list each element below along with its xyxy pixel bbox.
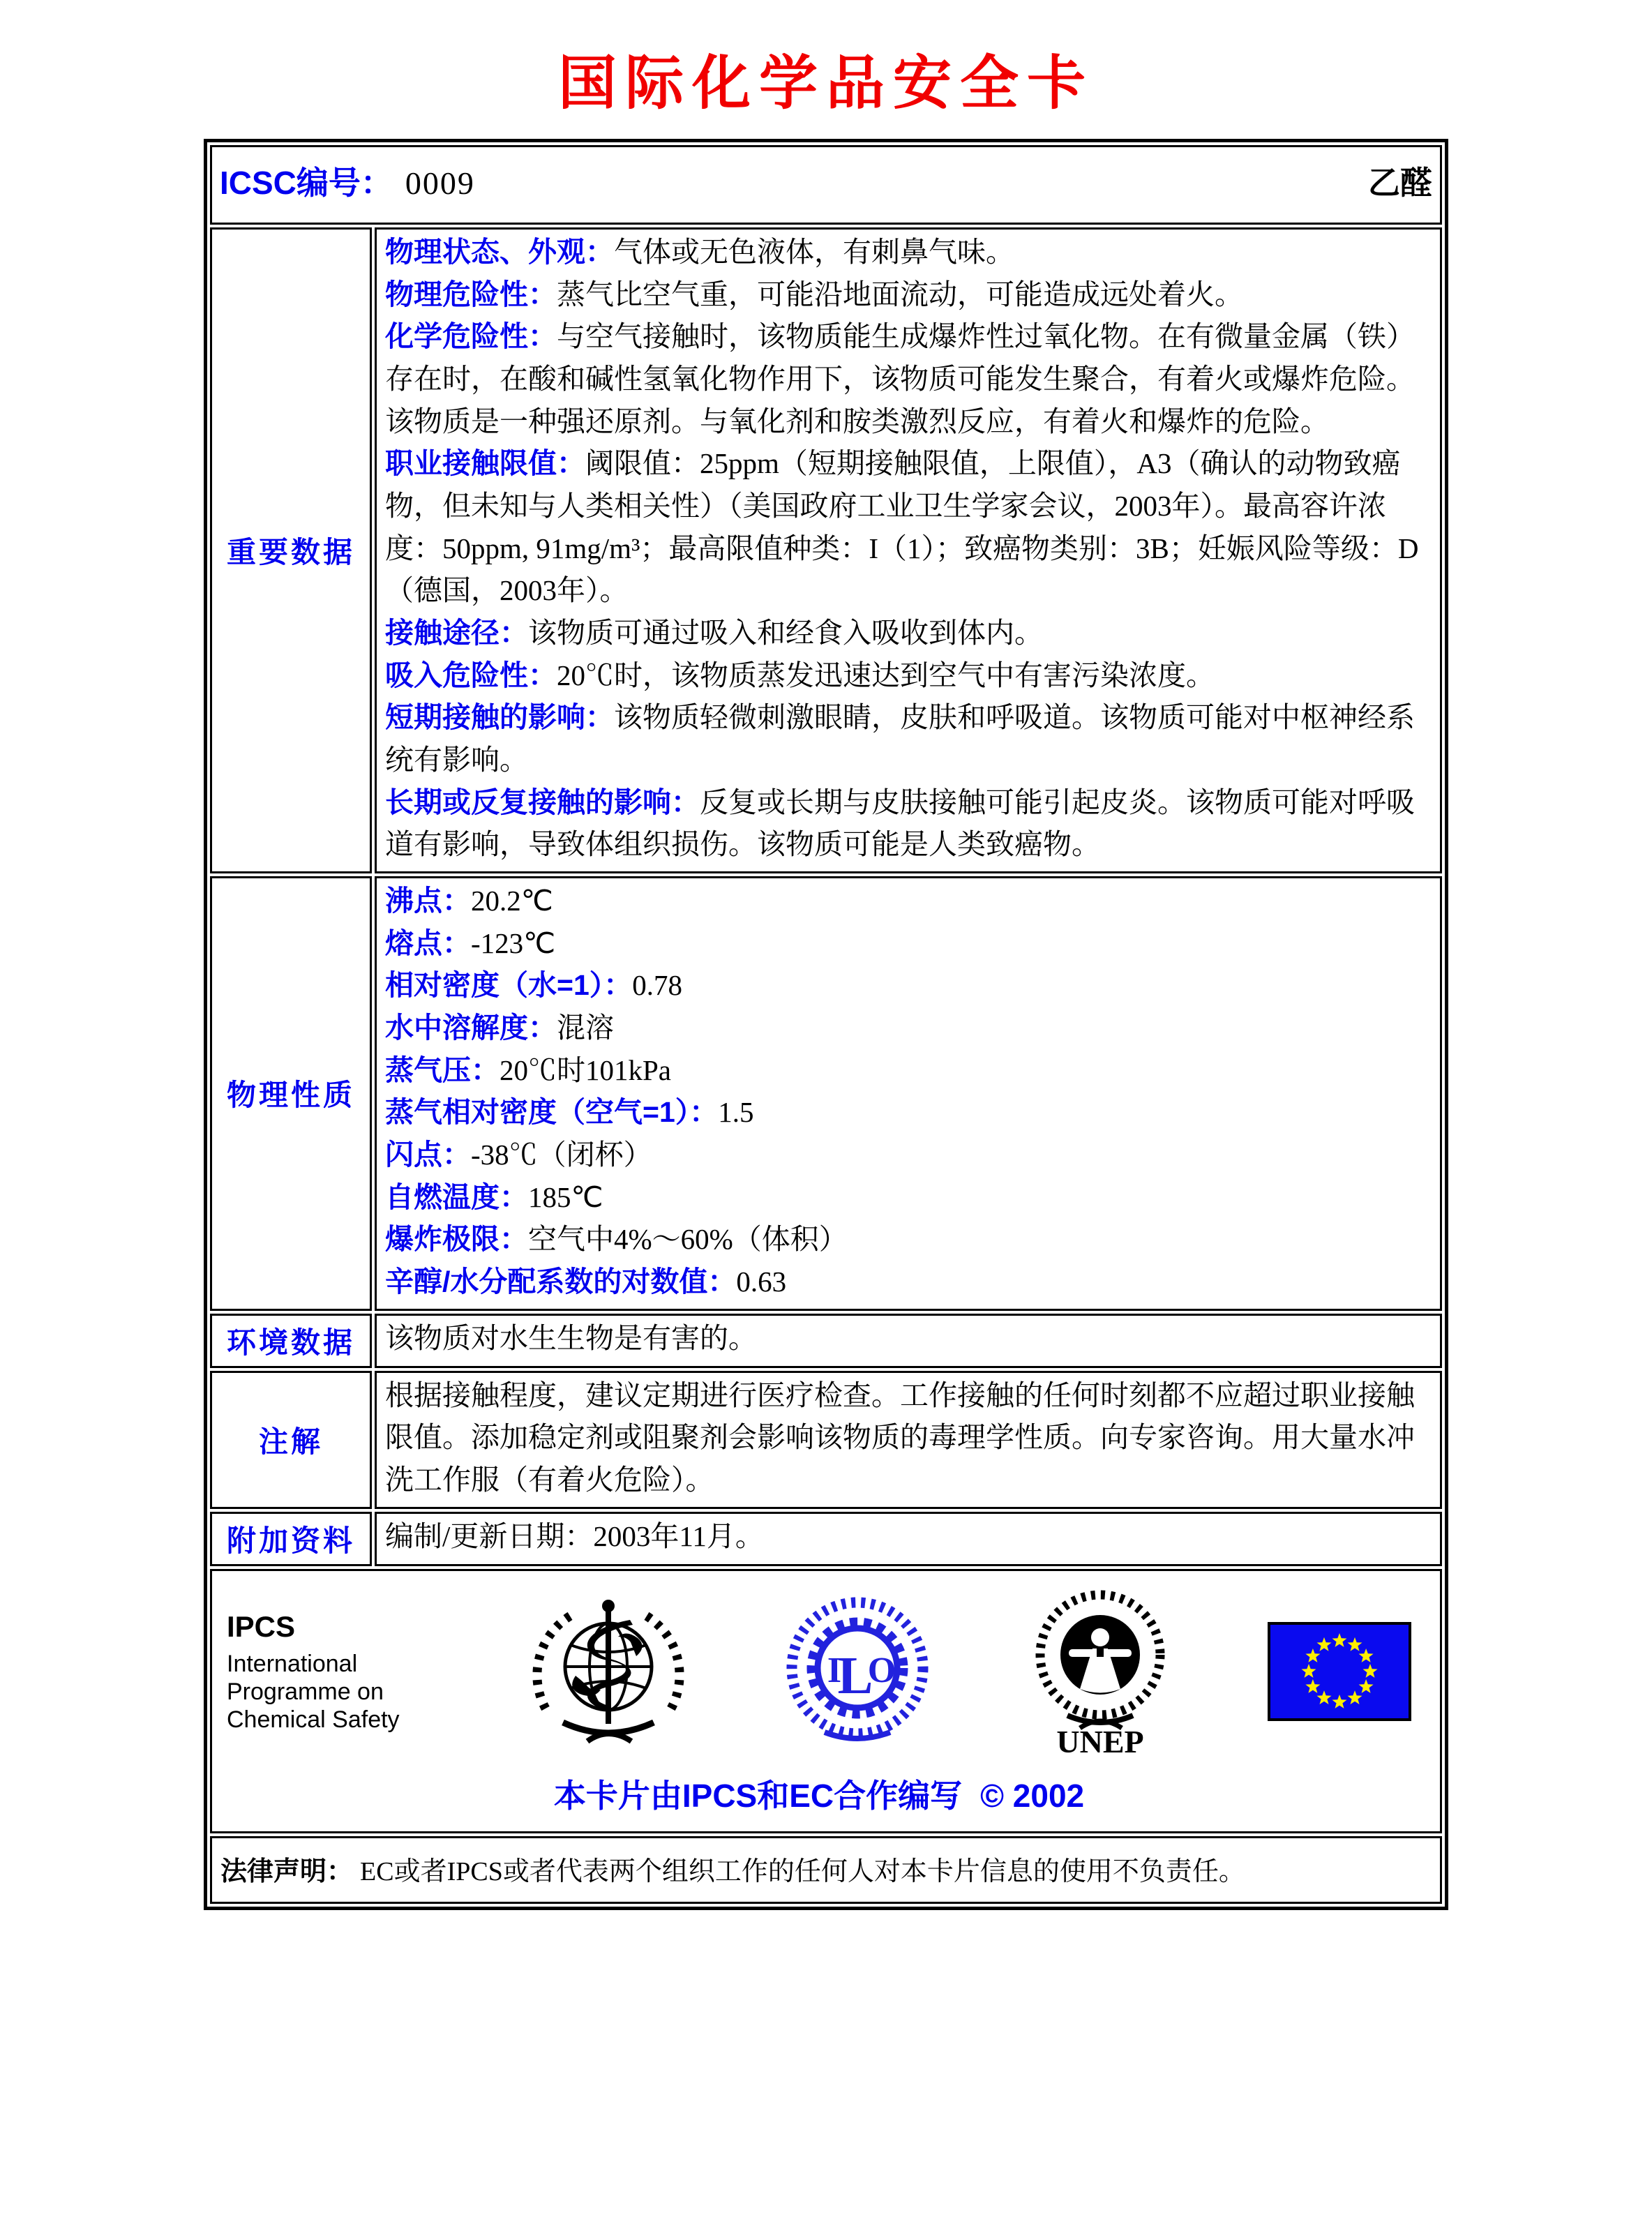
additional-text: 编制/更新日期：2003年11月。 [385,1519,764,1552]
prop-label: 沸点： [385,885,471,917]
prop-autoignition-temp [385,1176,1432,1219]
field-short-term-effects [385,696,1432,781]
legal-notice-text: EC或者IPCS或者代表两个组织工作的任何人对本卡片信息的使用不负责任。 [360,1856,1245,1886]
icsc-number-group [220,158,475,204]
section-label-environment: 环境数据 [210,1314,372,1368]
who-logo-icon [521,1593,696,1750]
chemical-name: 乙醛 [1368,165,1432,201]
eu-flag-icon [1268,1622,1411,1721]
prop-flash-point [385,1134,1432,1176]
prop-boiling-point [385,880,1432,922]
attribution-line [227,1761,1411,1824]
prop-label: 自燃温度： [385,1180,528,1213]
section-label-important: 重要数据 [210,227,372,873]
field-inhalation-risk [385,654,1432,697]
prop-value: 20℃时101kPa [500,1053,671,1086]
prop-label: 爆炸极限： [385,1223,528,1256]
prop-label: 闪点： [385,1139,471,1171]
field-label: 短期接触的影响： [385,701,614,734]
svg-text:I: I [827,1651,841,1691]
prop-value: 185℃ [528,1180,603,1213]
prop-vapor-density [385,1091,1432,1134]
physical-properties-row [210,876,1442,1311]
important-data-row [210,227,1442,873]
field-long-term-effects [385,781,1432,866]
additional-info-content [375,1512,1442,1566]
field-text: 气体或无色液体，有刺鼻气味。 [614,236,1014,268]
notes-row [210,1371,1442,1509]
field-text: 该物质轻微刺激眼睛，皮肤和呼吸道。该物质可能对中枢神经系统有影响。 [385,701,1415,776]
field-text: 阈限值：25ppm（短期接触限值，上限值），A3（确认的动物致癌物，但未知与人类相关性）（美国政府工业卫生学家会议，2003年）。最高容许浓度：50ppm, 91mg/m³；最高限值种类：I（1）；致癌物类别：3B；妊娠风险等级：D（德国，2003年）。 [385,447,1419,607]
prop-label: 蒸气压： [385,1053,500,1086]
field-label: 物理状态、外观： [385,236,614,268]
ipcs-title: IPCS [227,1610,296,1644]
section-label-physical: 物理性质 [210,876,372,1311]
icsc-number-label: ICSC编号： [220,165,393,201]
environment-text: 该物质对水生生物是有害的。 [385,1321,757,1354]
legal-notice-cell [210,1836,1442,1904]
field-occupational-limits [385,442,1432,612]
prop-label: 相对密度（水=1）： [385,969,633,1002]
unep-text: UNEP [1056,1723,1144,1759]
field-physical-state [385,231,1432,273]
important-data-content [375,227,1442,873]
prop-value: 1.5 [718,1096,754,1129]
prop-value: 空气中4%～60%（体积） [528,1223,848,1256]
field-text: 与空气接触时，该物质能生成爆炸性过氧化物。在有微量金属（铁）存在时，在酸和碱性氢氧化物作用下，该物质可能发生聚合，有着火或爆炸危险。该物质是一种强还原剂。与氧化剂和胺类激烈反应，有着火和爆炸的危险。 [385,320,1415,437]
notes-text: 根据接触程度，建议定期进行医疗检查。工作接触的任何时刻都不应超过职业接触限值。添加稳定剂或阻聚剂会影响该物质的毒理学性质。向专家咨询。用大量水冲洗工作服（有着火危险）。 [385,1379,1415,1496]
ipcs-subtitle-line2: Programme on [227,1678,384,1706]
ipcs-text-block [227,1609,436,1734]
prop-value: -123℃ [471,926,556,959]
field-label: 化学危险性： [385,320,557,353]
ipcs-subtitle-line3: Chemical Safety [227,1706,400,1734]
field-chemical-danger [385,315,1432,442]
field-text: 蒸气比空气重，可能沿地面流动，可能造成远处着火。 [557,278,1243,310]
ipcs-subtitle-line1: International [227,1650,358,1677]
attribution-text: 本卡片由IPCS和EC合作编写 [553,1777,963,1814]
prop-value: 0.78 [632,969,682,1002]
environmental-data-content [375,1314,1442,1368]
field-text: 反复或长期与皮肤接触可能引起皮炎。该物质可能对呼吸道有影响，导致体组织损伤。该物质可能是人类致癌物。 [385,786,1415,861]
field-label: 职业接触限值： [385,447,585,480]
prop-water-solubility [385,1007,1432,1049]
notes-content [375,1371,1442,1509]
icsc-card-table [204,139,1448,1910]
copyright-text: © 2002 [980,1777,1085,1814]
legal-row [210,1836,1442,1904]
header-row [210,145,1442,225]
field-label: 长期或反复接触的影响： [385,786,700,818]
svg-text:O: O [867,1651,896,1691]
prop-octanol-water [385,1261,1432,1303]
field-text: 20℃时，该物质蒸发迅速达到空气中有害污染浓度。 [557,659,1215,691]
section-label-additional: 附加资料 [210,1512,372,1566]
field-text: 该物质可通过吸入和经食入吸收到体内。 [528,617,1043,649]
logos-row [210,1569,1442,1833]
field-label: 接触途径： [385,617,528,649]
prop-melting-point [385,922,1432,965]
prop-label: 蒸气相对密度（空气=1）： [385,1096,719,1129]
field-physical-danger [385,273,1432,316]
header-cell [210,145,1442,225]
icsc-number-value: 0009 [405,165,475,201]
prop-value: 20.2℃ [471,885,553,917]
prop-value: 混溶 [557,1012,614,1044]
logos-cell [210,1569,1442,1833]
prop-explosive-limits [385,1218,1432,1261]
prop-label: 水中溶解度： [385,1012,557,1044]
ilo-logo-icon [781,1595,933,1748]
legal-notice-label: 法律声明： [220,1856,354,1886]
field-label: 吸入危险性： [385,659,557,691]
field-label: 物理危险性： [385,278,557,310]
field-exposure-routes [385,612,1432,654]
unep-logo-icon [1019,1583,1182,1761]
additional-info-row [210,1512,1442,1566]
prop-value: 0.63 [736,1266,787,1298]
environmental-data-row [210,1314,1442,1368]
prop-vapor-pressure [385,1049,1432,1092]
page-title: 国际化学品安全卡 [557,52,1094,117]
prop-label: 熔点： [385,926,471,959]
section-label-notes: 注解 [210,1371,372,1509]
prop-relative-density [385,964,1432,1007]
prop-value: -38℃（闭杯） [471,1139,652,1171]
physical-properties-content [375,876,1442,1311]
svg-text:L: L [837,1646,873,1706]
prop-label: 辛醇/水分配系数的对数值： [385,1266,737,1298]
